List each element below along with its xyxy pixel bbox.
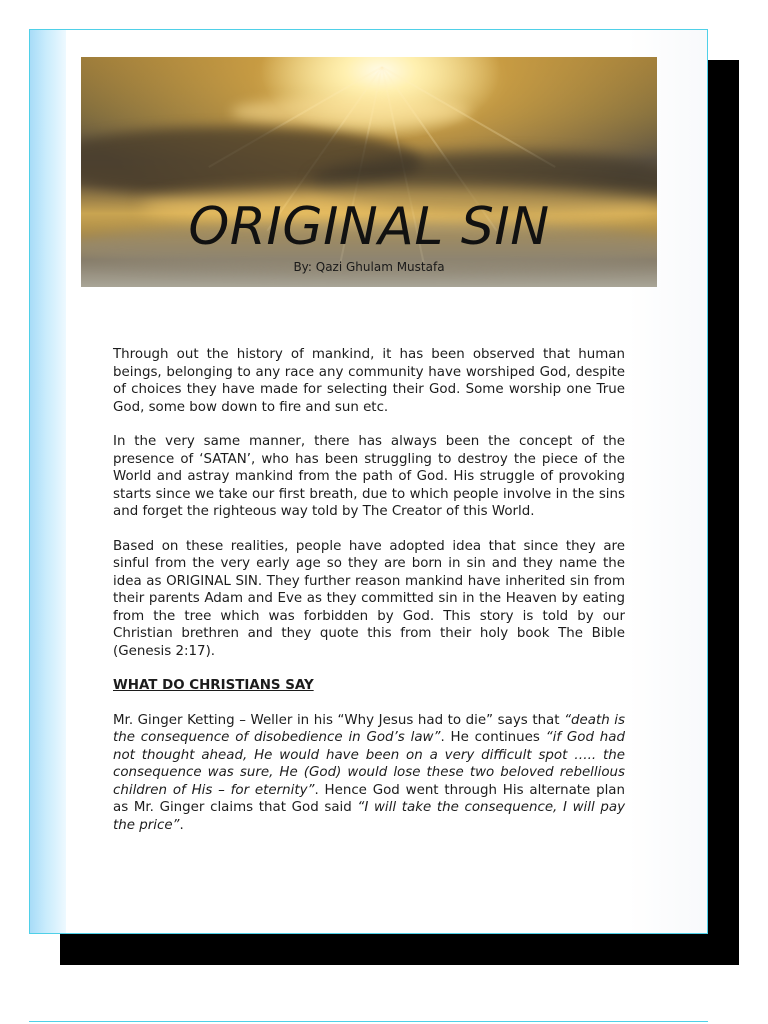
- quote-text: “I will take the consequence, I will pay the price”: [113, 800, 625, 833]
- paragraph: Through out the history of mankind, it has been observed that human beings, belonging to any race any community have worshiped God, despite of choices they have made for selecting their God. Some worship one True God, some bow down to fire and sun etc.: [113, 347, 625, 415]
- author-byline: By: Qazi Ghulam Mustafa: [293, 260, 445, 274]
- document-title: ORIGINAL SIN: [188, 197, 550, 257]
- paragraph-text: .: [179, 817, 184, 833]
- next-page-edge: [29, 1021, 708, 1022]
- paragraph-text: . He continues: [440, 730, 546, 745]
- page-side-gradient: [30, 30, 66, 933]
- paragraph: In the very same manner, there has always been the concept of the presence of ‘SATAN’, who has been struggling to destroy the piece of the World and astray mankind from the path of God. His struggle of provoking starts since we take our first breath, due to which people involve in the sins and forget the righteous way told by The Creator of this World.: [113, 434, 625, 519]
- paragraph-text: . Hence God went through His alternate plan as Mr. Ginger claims that God said: [113, 782, 625, 815]
- document-page: [29, 29, 708, 934]
- section-heading: WHAT DO CHRISTIANS SAY: [113, 678, 314, 693]
- paragraph-text: Mr. Ginger Ketting – Weller in his “Why Jesus had to die” says that: [113, 712, 565, 728]
- quote-paragraph: [113, 712, 625, 835]
- quote-text: “death is the consequence of disobedience in God’s law”: [113, 712, 625, 745]
- paragraph: Based on these realities, people have adopted idea that since they are sinful from the very early age so they are born in sin and they name the idea as ORIGINAL SIN. They further reason mankind have inherited sin from their parents Adam and Eve as they committed sin in the Heaven by eating from the tree which was forbidden by God. This story is told by our Christian brethren and they quote this from their holy book The Bible (Genesis 2:17).: [113, 538, 625, 659]
- title-banner-image: [81, 57, 657, 287]
- quote-text: “if God had not thought ahead, He would have been on a very difficult spot ….. the consequence was sure, He (God) would lose these two beloved rebellious children of His – for eternity”: [113, 730, 625, 798]
- cloud: [231, 97, 471, 127]
- article-body: [113, 346, 625, 851]
